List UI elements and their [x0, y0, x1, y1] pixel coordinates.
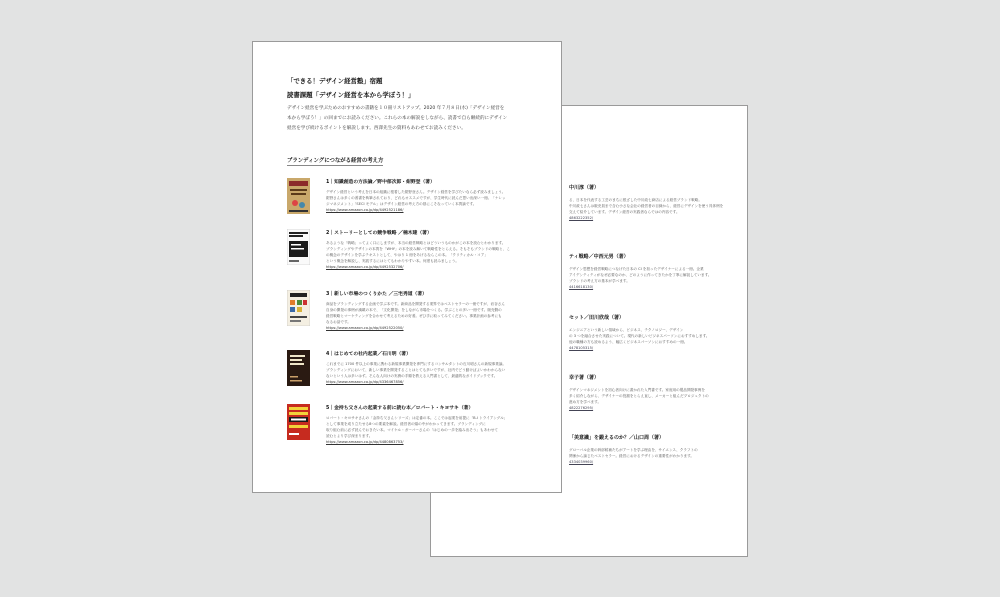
document-page-front: [252, 41, 562, 493]
book-description: 商品をブランディングする企画で学ぶ本です。新商品を開発する業界ではベストセラーの一冊ですが、岩谷さん 自身の開発の事例が満載の本で、「文化開発」をしながら市場をつくる。学ぶことの多い一冊です。販売側の 経営戦略とマーケティングを合わせて考えるための好著。ぜひ手に取ってみてください。事業計画の参考にも なるお話です。: [326, 302, 505, 324]
back-item-body: デザインマネジメントを初心者向けに書かれた入門書です。家庭用の製品開発事例を 多く紹介しながら、デザイナーの役割をとらえ直し、メーカーと組んだプロジェクトの 進め方を学べます。: [569, 388, 709, 404]
book-description: これまでに 1700 件以上の事業に携わる新規事業開発を専門にするコンサルタントの石川明さんの新規事業論。 ブランディングにおいて、新しい事業を開発することはとても多いですが、社内でどう動けばよいかわからない ないという人は多いはず。そんな人向けの実務の手順を教える入門書として、最適的なガイドブックです。: [326, 362, 507, 378]
book-cover-image: [287, 350, 310, 386]
back-list-item: [569, 314, 747, 350]
book-amazon-link[interactable]: https://www.amazon.co.jp/dp/4492532706/: [326, 265, 404, 269]
back-item-title: 幸子著（著）: [569, 375, 600, 381]
book-amazon-link[interactable]: https://www.amazon.co.jp/dp/4480863753/: [326, 440, 404, 444]
back-item-link[interactable]: 4822276295/: [569, 406, 594, 410]
book-title: 4｜はじめての社内起業／石川明（著）: [326, 352, 411, 357]
book-cover-image: [287, 178, 310, 214]
page-header-line1: 「できる！デザイン経営塾」宿題: [287, 77, 383, 85]
book-description: ロバート・キヨサキさんの「金持ち父さんシリーズ」は定番の本。ここでは起業を前提に「B-I トライアングル」 として事業を成り立たせる8つの要素を解説。経営者の頭の中がわかってきます。ブランディングに 取り組む前に必ず読んでおきたい本。マイケル・ガーバーさんの「はじめの一歩を踏み出そう」もあわせて 読むとより学び深まります。: [326, 416, 508, 438]
back-list-item: [569, 374, 747, 410]
back-list-item: [569, 253, 747, 289]
book-title: 1｜知識創造の方法論／野中郁次郎・紺野登（著）: [326, 180, 435, 185]
page-header-line2: 読書課題「デザイン経営を本から学ぼう！」: [287, 91, 415, 99]
back-item-body: デザイン思想を経営戦略につなげた日本の CI を担ったデザイナーによる一冊。企業 アイデンティティがなぜ必要なのか、どのように作ってきたかを丁寧に解説しています。 ブランドの考え方の基本が学べます。: [569, 267, 712, 283]
back-item-title: 中川淳（著）: [569, 185, 600, 191]
back-item-link[interactable]: 4478105315/: [569, 346, 594, 350]
back-list-item: [569, 184, 747, 220]
back-item-link[interactable]: 4334039960/: [569, 460, 594, 464]
book-amazon-link[interactable]: https://www.amazon.co.jp/dp/4492521186/: [326, 208, 404, 212]
book-entry: [287, 229, 549, 289]
section-title: ブランディングにつながる経営の考え方: [287, 158, 384, 164]
book-description: デザイン経営という考えを日本の組織に根着した紺野登さん。デザイン経営を学びたいなら必ず読みましょう。 紺野さんは多くの著書を執筆されており、どれもオススメですが、学生時代に読んだ思い出深い一冊。「ナレッ ジマネジメント」「SECI モデル」はデザイン経営の考え方の基にこそなっていく本質論です。: [326, 190, 506, 206]
book-amazon-link[interactable]: https://www.amazon.co.jp/dp/4492522050/: [326, 326, 404, 330]
book-cover-image: [287, 229, 310, 265]
back-item-body: グローバル企業の幹部候補たちがアートを学ぶ理由を、サイエンス、クラフトの 関係から論じたベストセラー。経営におけるデザインの重要性がわかります。: [569, 448, 698, 458]
book-title: 2｜ストーリーとしての競争戦略 ／楠木建（著）: [326, 231, 432, 236]
back-list-item: [569, 434, 747, 464]
book-description: あるような「戦略」ってよく口にしますが、本当の経営戦略とはどういうものかがこの本を読むとわかります。 ブランディングやデザインの本質を「WHY」の本を読み解いて戦略性をとらえる。そもそもブランドの戦略と、こ の概念のデザインを学ぶテキストとして、やはり 1 冊をあげるならこの本。「クリティカル・コア」 という概念を解説し、実践するにはとてもわかりやすい本。何度も読みましょう。: [326, 241, 510, 263]
back-item-body: エンジニアという新しい領域から、ビジネス、テクノロジー、デザイン の 3 つを融合させた実践について。現代の新しいビジネスパーソンにおすすめします。 他の職種の方も読めるよう、幅広くビジネスパーソンにおすすめの一冊。: [569, 328, 710, 344]
book-cover-image: [287, 404, 310, 440]
book-amazon-link[interactable]: https://www.amazon.co.jp/dp/4336467856/: [326, 380, 404, 384]
back-item-link[interactable]: 4863222352/: [569, 216, 594, 220]
book-entry: [287, 350, 549, 410]
back-item-body: る、日本を代表する工芸のまちに根ざした中川政七商店による経営ブランド戦略。 中川政七さんは販売員まで含む小さな会社の経営者の目線から、経営にデザインを使う具体例を 交えて紹介しています。デザイン経営の実践者ならではの内容です。: [569, 198, 724, 214]
back-item-link[interactable]: 4416618130/: [569, 285, 594, 289]
intro-paragraph: デザイン経営を学ぶためのおすすめの書籍を１０冊リストアップ。2020 年７月８日(水)「デザイン経営を 本から学ぼう！」の回までにお読みください。これらの本の解説をしながら、読書で自ら継続的にデザイン 経営を学び続けるポイントを解説します。西澤先生の資料もあわせてお読みください。: [287, 106, 508, 131]
book-title: 3｜新しい市場のつくりかた ／三宅秀道（著）: [326, 292, 427, 297]
book-entry: [287, 404, 549, 464]
back-item-title: セット／田川欣哉（著）: [569, 315, 625, 321]
back-item-title: 「美意識」を鍛えるのか？／山口周（著）: [569, 435, 665, 441]
back-item-title: ティ戦略／中西元男（著）: [569, 254, 629, 260]
book-entry: [287, 290, 549, 350]
book-title: 5｜金持ち父さんの起業する前に読む本／ロバート・キヨサキ（著）: [326, 406, 474, 411]
book-cover-image: [287, 290, 310, 326]
